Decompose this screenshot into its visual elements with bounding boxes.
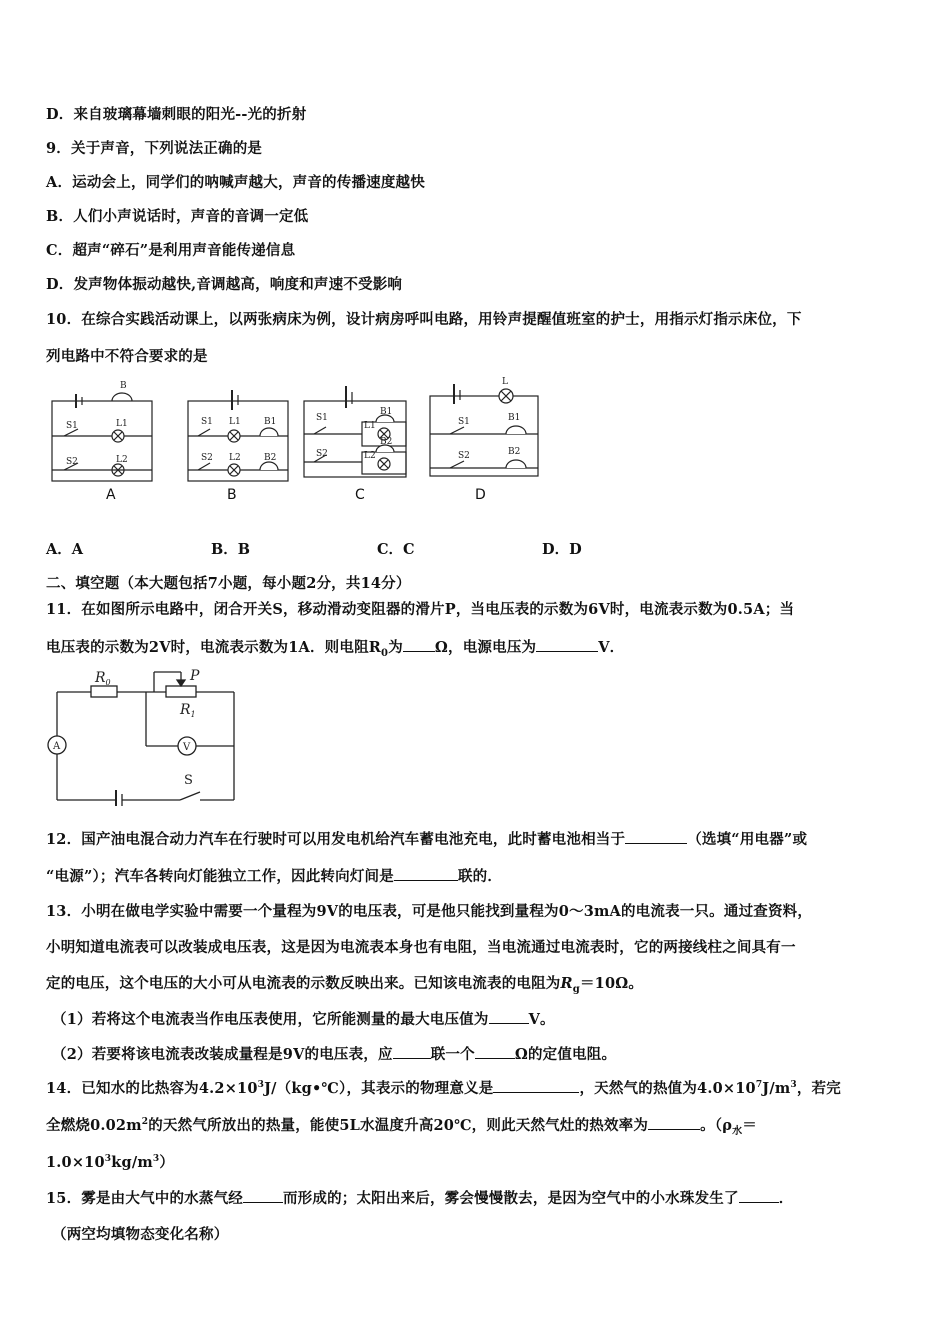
q15-line2: （两空均填物态变化名称） (52, 1226, 229, 1243)
voltmeter-v: V (183, 742, 191, 753)
svg-text:S1: S1 (66, 421, 78, 431)
svg-text:S2: S2 (458, 451, 470, 461)
q11-blank-r0[interactable] (403, 637, 435, 652)
svg-text:B1: B1 (508, 413, 521, 423)
figure-label-d: D (475, 487, 486, 503)
q14-blank-2[interactable] (648, 1115, 700, 1130)
circuit-b (188, 390, 288, 481)
q15-blank-1[interactable] (243, 1188, 283, 1203)
circuit-d (430, 384, 538, 476)
svg-text:L2: L2 (364, 451, 376, 461)
q11-blank-voltage[interactable] (536, 637, 598, 652)
q9-option-d: D．发声物体振动越快,音调越高，响度和声速不受影响 (46, 276, 403, 293)
q13-blank-3[interactable] (475, 1044, 515, 1059)
q15-line1: 15．雾是由大气中的水蒸气经 而形成的；太阳出来后，雾会慢慢散去，是因为空气中的小水珠发生了 ． (46, 1190, 794, 1207)
q13-line1: 13．小明在做电学实验中需要一个量程为9V的电压表，可是他只能找到量程为0～3mA的电流表一只。通过查资料， (46, 903, 813, 920)
q9-option-c: C．超声“碎石”是利用声音能传递信息 (46, 242, 296, 259)
q12-line1: 12．国产油电混合动力汽车在行驶时可以用发电机给汽车蓄电池充电，此时蓄电池相当于 （选填“用电器”或 (46, 831, 808, 848)
svg-text:B: B (120, 381, 127, 391)
q12-blank-2[interactable] (394, 866, 458, 881)
svg-text:L2: L2 (116, 455, 128, 465)
q9-option-a: A．运动会上，同学们的呐喊声越大，声音的传播速度越快 (46, 174, 425, 191)
circuit-a (52, 393, 152, 481)
q11-line2: 电压表的示数为2V时，电流表示数为1A．则电阻$R_0$为 Ω，电源电压为 V． (46, 639, 625, 659)
q11-circuit-figure (40, 664, 246, 806)
figure-label-b: B (227, 487, 237, 503)
label-s: S (184, 773, 193, 788)
figure-label-a: A (106, 487, 116, 503)
ammeter-a: A (53, 741, 61, 752)
svg-text:L1: L1 (229, 417, 241, 427)
q14-blank-1[interactable] (493, 1078, 579, 1093)
q14-line3: $1.0\times 10^3kg/m^3$） (46, 1154, 175, 1171)
svg-text:S1: S1 (458, 417, 470, 427)
svg-text:S1: S1 (201, 417, 213, 427)
label-r0: $R_0$ (95, 670, 111, 687)
q13-sub2: （2）若要将该电流表改装成量程是9V的电压表，应 联一个 Ω的定值电阻。 (52, 1046, 617, 1063)
svg-text:B2: B2 (380, 437, 393, 447)
svg-text:S2: S2 (201, 453, 213, 463)
q10-option-d: D．D (542, 541, 582, 558)
label-r1: $R_1$ (180, 702, 196, 719)
q10-stem-line2: 列电路中不符合要求的是 (46, 348, 208, 365)
q10-option-b: B．B (211, 541, 251, 558)
svg-text:L: L (502, 377, 508, 387)
svg-text:B1: B1 (264, 417, 277, 427)
label-p: P (190, 668, 200, 684)
svg-text:S2: S2 (316, 449, 328, 459)
svg-text:S1: S1 (316, 413, 328, 423)
svg-text:S2: S2 (66, 457, 78, 467)
q13-line3: 定的电压，这个电压的大小可从电流表的示数反映出来。已知该电流表的电阻为$R_g=10\Omega$。 (46, 975, 644, 995)
q14-line2: 全燃烧$0.02m^2$的天然气所放出的热量，能使5L水温度升高20℃，则此天然气灶的热效率为 。（$\rho_水=$ (46, 1117, 757, 1137)
q8-option-d: D．来自玻璃幕墙刺眼的阳光--光的折射 (46, 106, 307, 123)
q13-line2: 小明知道电流表可以改装成电压表，这是因为电流表本身也有电阻，当电流通过电流表时，它的两接线柱之间具有一 (46, 939, 796, 956)
q13-sub1: （1）若将这个电流表当作电压表使用，它所能测量的最大电压值为 V。 (52, 1011, 555, 1028)
q12-blank-1[interactable] (625, 829, 687, 844)
q10-stem-line1: 10．在综合实践活动课上，以两张病床为例，设计病房呼叫电路，用铃声提醒值班室的护士，用指示灯指示床位，下 (46, 311, 802, 328)
q10-option-a: A．A (46, 541, 84, 558)
svg-text:L1: L1 (116, 419, 128, 429)
figure-label-c: C (355, 487, 365, 503)
q13-blank-1[interactable] (489, 1009, 529, 1024)
svg-text:B2: B2 (264, 453, 277, 463)
q15-blank-2[interactable] (739, 1188, 779, 1203)
svg-text:B1: B1 (380, 407, 393, 417)
q12-line2: “电源”）；汽车各转向灯能独立工作，因此转向灯间是 联的． (46, 868, 503, 885)
svg-text:B2: B2 (508, 447, 521, 457)
svg-text:L1: L1 (364, 421, 376, 431)
q9-stem: 9．关于声音，下列说法正确的是 (46, 140, 263, 157)
section-heading: 二、填空题（本大题包括7小题，每小题2分，共14分） (46, 575, 411, 592)
q13-blank-2[interactable] (393, 1044, 431, 1059)
q14-line1: 14．已知水的比热容为$4.2\times 10^3J/(kg•℃)$，其表示的物理意义是 ，天然气的热值为$4.0\times 10^7J/m^3$，若完 (46, 1080, 841, 1097)
circuit-c (304, 386, 406, 477)
q9-option-b: B．人们小声说话时，声音的音调一定低 (46, 208, 309, 225)
q11-line1: 11．在如图所示电路中，闭合开关S，移动滑动变阻器的滑片P，当电压表的示数为6V时，电流表示数为0.5A；当 (46, 601, 795, 618)
q10-option-c: C．C (377, 541, 415, 558)
svg-text:L2: L2 (229, 453, 241, 463)
